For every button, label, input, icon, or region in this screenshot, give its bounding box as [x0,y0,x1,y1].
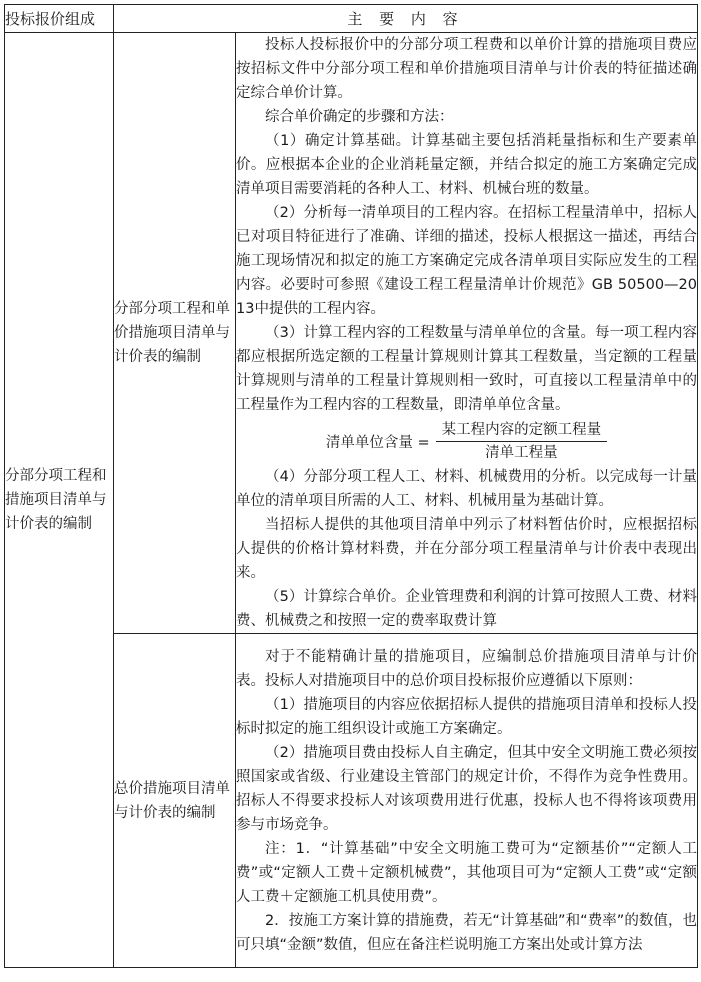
paragraph: （2）分析每一清单项目的工程内容。在招标工程量清单中，招标人已对项目特征进行了准确、详细的描述，投标人根据这一描述，再结合施工现场情况和拟定的施工方案确定完成各清单项目实际应发生的工程内容。必要时可参照《建设工程工程量清单计价规范》GB 50500—2013中提供的工程内容。 [236,205,697,317]
table-header-row [5,5,698,33]
paragraph: （3）计算工程内容的工程数量与清单单位的含量。每一项工程内容都应根据所选定额的工程量计算规则计算其工程数量，当定额的工程量计算规则与清单的工程量计算规则相一致时，可直接以工程量清单中的工程量作为工程内容的工程数量，即清单单位含量。 [236,325,697,413]
paragraph: 2．按施工方案计算的措施费，若无“计算基础”和“费率”的数值，也可只填“金额”数值，但应在备注栏说明施工方案出处或计算方法 [236,912,697,953]
pricing-table [4,4,698,968]
paragraph: （5）计算综合单价。企业管理费和利润的计算可按照人工费、材料费、机械费之和按照一定的费率取费计算 [236,589,697,629]
paragraph: （1）确定计算基础。计算基础主要包括消耗量指标和生产要素单价。应根据本企业的企业消耗量定额，并结合拟定的施工方案确定完成清单项目需要消耗的各种人工、材料、机械台班的数量。 [236,133,697,197]
formula-fraction [436,419,608,464]
paragraph: （4）分部分项工程人工、材料、机械费用的分析。以完成每一计量单位的清单项目所需的人工、材料、机械用量为基础计算。 [236,469,697,509]
formula-lhs: 清单单位含量 = [325,434,430,451]
paragraph: 对于不能精确计量的措施项目，应编制总价措施项目清单与计价表。投标人对措施项目中的总价项目投标报价应遵循以下原则： [236,648,697,689]
paragraph: （1）措施项目的内容应依据招标人提供的措施项目清单和投标人投标时拟定的施工组织设计或施工方案确定。 [236,696,697,737]
content-lump-sum [236,634,698,968]
header-main-content: 主 要 内 容 [114,5,698,33]
table-row [5,33,698,634]
formula-numerator: 某工程内容的定额工程量 [436,419,608,442]
paragraph: 注：1．“计算基础”中安全文明施工费可为“定额基价”“定额人工费”或“定额人工费＋定额机械费”，其他项目可为“定额人工费”或“定额人工费＋定额施工机具使用费”。 [236,840,697,905]
paragraph: 投标人投标报价中的分部分项工程费和以单价计算的措施项目费应按招标文件中分部分项工程和单价措施项目清单与计价表的特征描述确定综合单价计算。 [236,37,697,101]
subcategory-lump-sum: 总价措施项目清单与计价表的编制 [114,634,236,968]
content-unit-price [236,33,698,634]
formula [236,417,697,465]
header-composition: 投标报价组成 [5,5,114,33]
subcategory-unit-price: 分部分项工程和单价措施项目清单与计价表的编制 [114,33,236,634]
paragraph: （2）措施项目费由投标人自主确定，但其中安全文明施工费必须按照国家或省级、行业建设主管部门的规定计价，不得作为竞争性费用。招标人不得要求投标人对该项费用进行优惠，投标人也不得将该项费用参与市场竞争。 [236,744,697,833]
paragraph: 综合单价确定的步骤和方法： [265,109,454,125]
formula-denominator: 清单工程量 [485,444,558,461]
paragraph: 当招标人提供的其他项目清单中列示了材料暂估价时，应根据招标人提供的价格计算材料费，并在分部分项工程量清单与计价表中表现出来。 [236,517,697,581]
category-cell: 分部分项工程和措施项目清单与计价表的编制 [5,33,114,968]
